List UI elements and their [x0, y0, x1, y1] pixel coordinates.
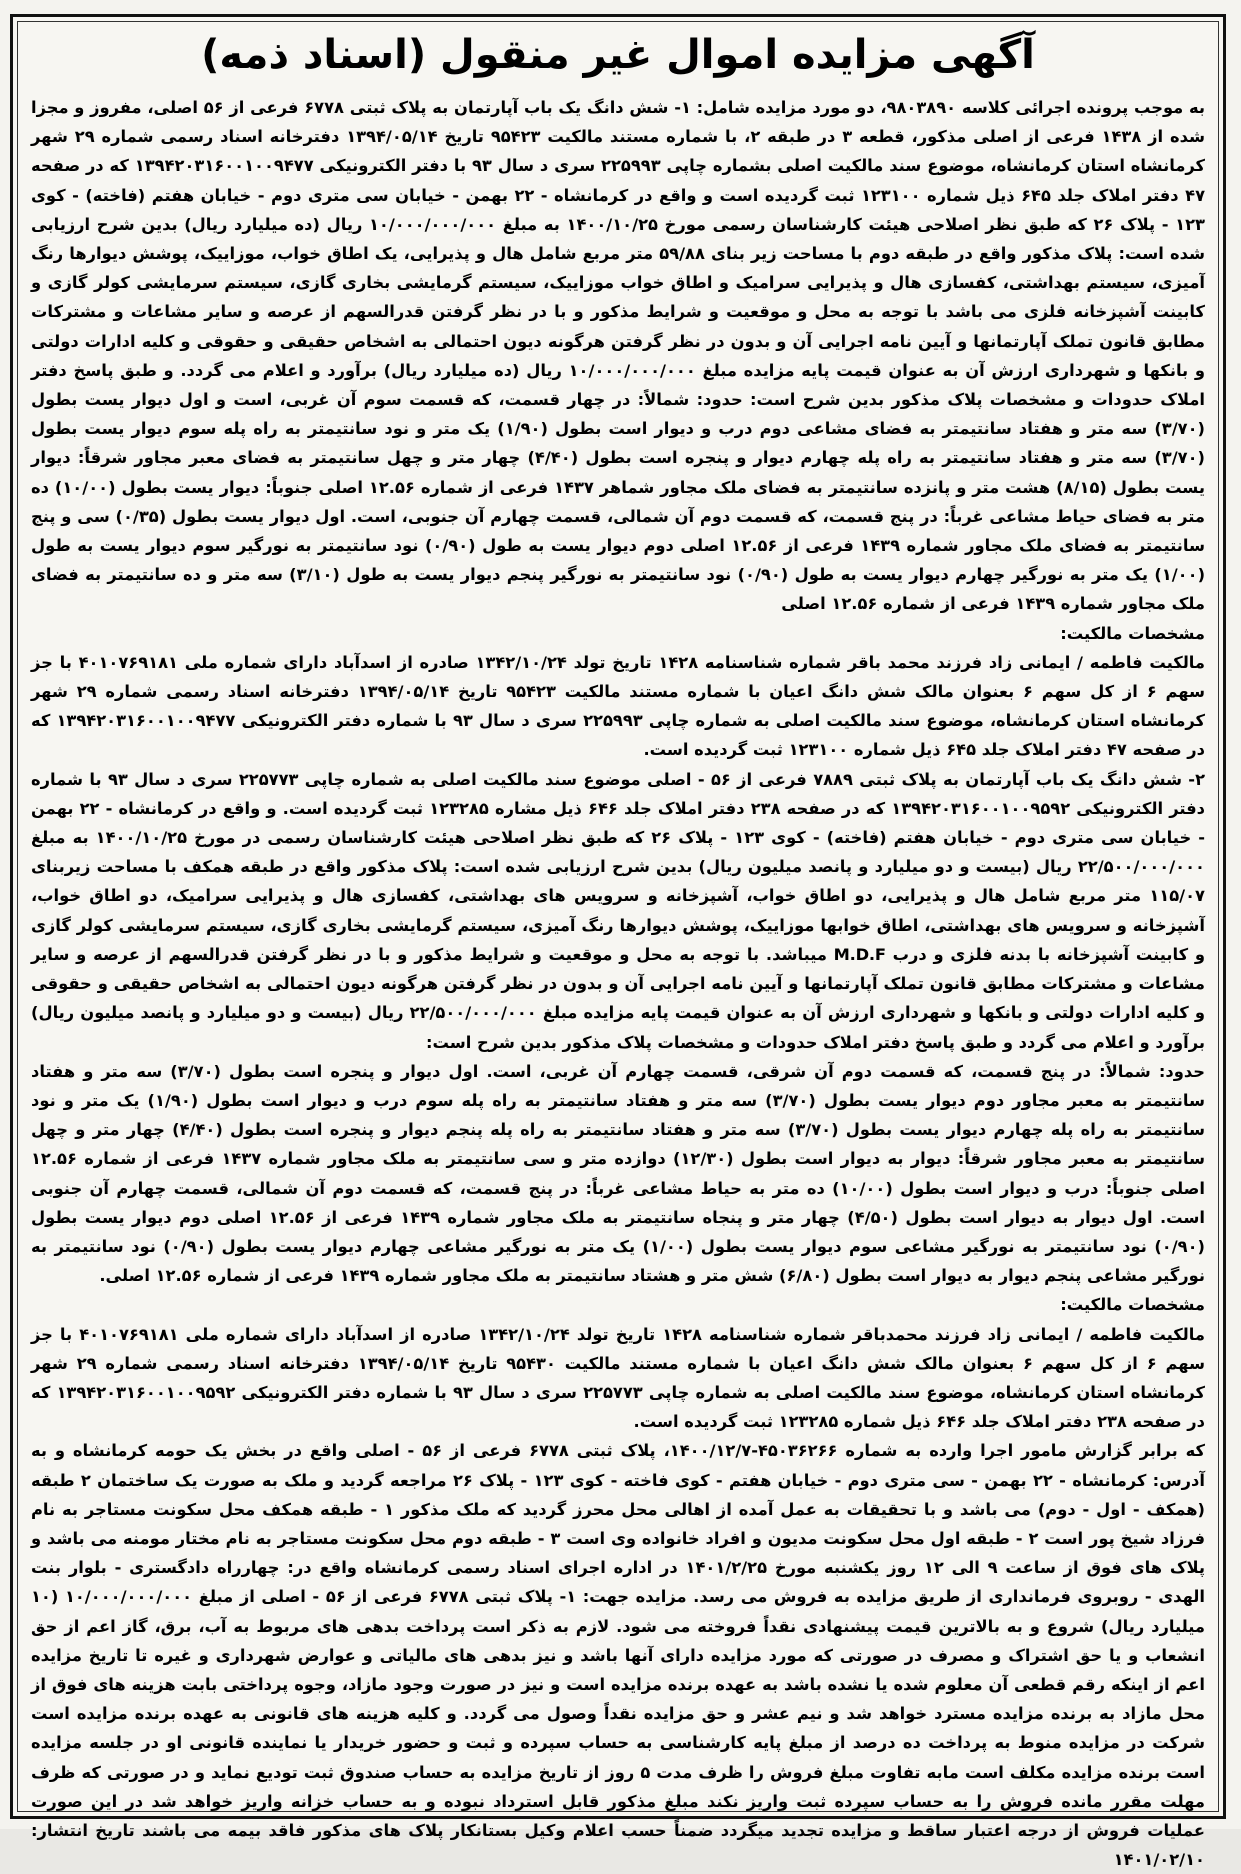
paragraph-boundaries-2: حدود: شمالاً: در پنج قسمت، که قسمت دوم آن شرقی، قسمت چهارم آن غربی، است. اول دیوار و پنجره است بطول (۳/۷۰) سه متر و هفتاد سانتیمتر به معبر مجاور دوم دیوار یست بطول (۳/۷۰) سه متر و هفتاد سانتیمتر به راه پله سوم درب و دیوار است بطول (۱/۹۰) یک متر و نود سانتیمتر به راه پله چهارم دیوار یست بطول (۳/۷۰) سه متر و هفتاد سانتیمتر به راه پله پنجم دیوار و پنجره است بطول (۴/۴۰) چهار متر و چهل سانتیمتر به معبر مجاور شرقاً: دیوار به دیوار است بطول (۱۲/۳۰) دوازده متر و سی سانتیمتر به ملک مجاور شماره ۱۴۳۷ فرعی از شماره ۱۲.۵۶ اصلی جنوباً: درب و دیوار است بطول (۱۰/۰۰) ده متر به حیاط مشاعی غرباً: در پنج قسمت، که قسمت دوم آن شمالی، قسمت چهارم آن جنوبی است. اول دیوار به دیوار است بطول (۴/۵۰) چهار متر و پنجاه سانتیمتر به ملک مجاور شماره ۱۴۳۹ فرعی از ۱۲.۵۶ اصلی دوم دیوار یست بطول (۰/۹۰) نود سانتیمتر به نورگیر مشاعی سوم دیوار یست بطول (۱/۰۰) یک متر به نورگیر مشاعی چهارم دیوار یست بطول (۰/۹۰) نود سانتیمتر به نورگیر مشاعی پنجم دیوار به دیوار است بطول (۶/۸۰) شش متر و هشتاد سانتیمتر به ملک مجاور شماره ۱۴۳۹ فرعی از شماره ۱۲.۵۶ اصلی. [31, 1061, 1206, 1286]
notice-title: آگهی مزایده اموال غیر منقول (اسناد ذمه) [201, 32, 1035, 78]
notice-frame [10, 14, 1226, 1870]
paragraph-property-2: ۲- شش دانگ یک باب آپارتمان به پلاک ثبتی ۷۸۸۹ فرعی از ۵۶ - اصلی موضوع سند مالکیت اصلی به شماره چاپی ۲۲۵۷۷۳ سری د سال ۹۳ با شماره دفتر الکترونیکی ۱۳۹۴۲۰۳۱۶۰۰۱۰۰۹۵۹۲ که در صفحه ۲۳۸ دفتر املاک جلد ۶۴۶ ذیل مشاره ۱۲۳۲۸۵ ثبت گردیده است. و واقع در کرمانشاه - ۲۲ بهمن - خیابان سی متری دوم - خیابان هفتم (فاخته) - کوی ۱۲۳ - پلاک ۲۶ که طبق نظر اصلاحی هیئت کارشناسان رسمی در مورخ ۱۴۰۰/۱۰/۲۵ به مبلغ ۲۲/۵۰۰/۰۰۰/۰۰۰ ریال (بیست و دو میلیارد و پانصد میلیون ریال) بدین شرح ارزیابی شده است: پلاک مذکور واقع در طبقه همکف با مساحت زیربنای ۱۱۵/۰۷ متر مربع شامل هال و پذیرایی، دو اطاق خواب، آشپزخانه و سرویس های بهداشتی، کفسازی هال و پذیرایی سرامیک، دو اطاق خواب، آشپزخانه و سرویس های بهداشتی، اطاق خوابها موزاییک، پوشش دیوارها رنگ آمیزی، سیستم گرمایشی بخاری گازی، سیستم سرمایشی کولر گازی و کابینت آشپزخانه با بدنه فلزی و درب M.D.F میباشد. با توجه به محل و موقعیت و شرایط مذکور و با در نظر گرفتن قدرالسهم از عرصه و سایر مشاعات و مشترکات مطابق قانون تملک آپارتمانها و آیین نامه اجرایی آن و بدون در نظر گرفتن هرگونه دیون احتمالی به اشخاص حقیقی و حقوقی و کلیه ادارات دولتی و بانکها و شهرداری ارزش آن به عنوان قیمت پایه مزایده مبلغ ۲۲/۵۰۰/۰۰۰/۰۰۰ ریال (بیست و دو میلیارد و پانصد میلیون ریال) برآورد و اعلام می گردد و طبق پاسخ دفتر املاک حدودات و مشخصات پلاک مذکور بدین شرح است: [31, 769, 1206, 1052]
notice-body [31, 93, 1206, 1870]
paragraph-property-1: به موجب پرونده اجرائی کلاسه ۹۸۰۳۸۹۰، دو مورد مزایده شامل: ۱- شش دانگ یک باب آپارتمان به پلاک ثبتی ۶۷۷۸ فرعی از ۵۶ اصلی، مفروز و مجزا شده از ۱۴۳۸ فرعی از اصلی مذکور، قطعه ۳ در طبقه ۲، با شماره مستند مالکیت ۹۵۴۲۳ تاریخ ۱۳۹۴/۰۵/۱۴ دفترخانه اسناد رسمی شماره ۲۹ شهر کرمانشاه استان کرمانشاه، موضوع سند مالکیت اصلی بشماره چاپی ۲۲۵۹۹۳ سری د سال ۹۳ با دفتر الکترونیکی ۱۳۹۴۲۰۳۱۶۰۰۱۰۰۹۴۷۷ که در صفحه ۴۷ دفتر املاک جلد ۶۴۵ ذیل شماره ۱۲۳۱۰۰ ثبت گردیده است و واقع در کرمانشاه - ۲۲ بهمن - خیابان سی متری دوم - خیابان هفتم (فاخته) - کوی ۱۲۳ - پلاک ۲۶ که طبق نظر اصلاحی هیئت کارشناسان رسمی مورخ ۱۴۰۰/۱۰/۲۵ به مبلغ ۱۰/۰۰۰/۰۰۰/۰۰۰ ریال (ده میلیارد ریال) بدین شرح ارزیابی شده است: پلاک مذکور واقع در طبقه دوم با مساحت زیر بنای ۵۹/۸۸ متر مربع شامل هال و پذیرایی، یک اطاق خواب، موزاییک، پوشش دیوارها رنگ آمیزی، سیستم بهداشتی، کفسازی هال و پذیرایی سرامیک و اطاق خواب موزاییک، سیستم گرمایشی بخاری گازی، سیستم سرمایشی کولر گازی و کابینت آشپزخانه فلزی می باشد با توجه به محل و موقعیت و شرایط مذکور و با در نظر گرفتن قدرالسهم از عرصه و سایر مشاعات و مشترکات مطابق قانون تملک آپارتمانها و آیین نامه اجرایی آن و بدون در نظر گرفتن هرگونه دیون احتمالی به اشخاص حقیقی و حقوقی و کلیه ادارات دولتی و بانکها و شهرداری ارزش آن به عنوان قیمت پایه مزایده مبلغ ۱۰/۰۰۰/۰۰۰/۰۰۰ ریال (ده میلیارد ریال) برآورد و اعلام می گردد. و طبق پاسخ دفتر املاک حدودات و مشخصات پلاک مذکور بدین شرح است: حدود: شمالاً: در چهار قسمت، که قسمت سوم آن غربی، است و اول دیوار یست بطول (۳/۷۰) سه متر و هفتاد سانتیمتر به فضای مشاعی دوم درب و دیوار است بطول (۱/۹۰) یک متر و نود سانتیمتر به راه پله سوم دیوار یست بطول (۳/۷۰) سه متر و هفتاد سانتیمتر به راه پله چهارم دیوار و پنجره است بطول (۴/۴۰) چهار متر و چهل سانتیمتر به فضای معبر مجاور شرقاً: دیوار یست بطول (۸/۱۵) هشت متر و پانزده سانتیمتر به فضای ملک مجاور شماهر ۱۴۳۷ فرعی از شماره ۱۲.۵۶ اصلی جنوباً: دیوار یست بطول (۱۰/۰۰) ده متر به فضای حیاط مشاعی غرباً: در پنج قسمت، که قسمت دوم آن شمالی، قسمت چهارم آن جنوبی، است. اول دیوار یست بطول (۰/۳۵) سی و پنج سانتیمتر به فضای ملک مجاور شماره ۱۴۳۹ فرعی از ۱۲.۵۶ اصلی دوم دیوار یست به طول (۰/۹۰) نود سانتیمتر به نورگیر سوم دیوار یست به طول (۱/۰۰) یک متر به نورگیر چهارم دیوار یست به طول (۰/۹۰) نود سانتیمتر به نورگیر پنجم دیوار یست به طول (۳/۱۰) سه متر و ده سانتیمتر به فضای ملک مجاور شماره ۱۴۳۹ فرعی از شماره ۱۲.۵۶ اصلی [31, 98, 1206, 614]
paragraph-ownership-1: مالکیت فاطمه / ایمانی زاد فرزند محمد باقر شماره شناسنامه ۱۴۲۸ تاریخ تولد ۱۳۴۲/۱۰/۲۴ صادره از اسدآباد دارای شماره ملی ۴۰۱۰۷۶۹۱۸۱ با جز سهم ۶ از کل سهم ۶ بعنوان مالک شش دانگ اعیان با شماره مستند مالکیت ۹۵۴۲۳ تاریخ ۱۳۹۴/۰۵/۱۴ دفترخانه اسناد رسمی شماره ۲۹ شهر کرمانشاه استان کرمانشاه، موضوع سند مالکیت اصلی به شماره چاپی ۲۲۵۹۹۳ سری د سال ۹۳ با شماره دفتر الکترونیکی ۱۳۹۴۲۰۳۱۶۰۰۱۰۰۹۴۷۷ که در صفحه ۴۷ دفتر املاک جلد ۶۴۵ ذیل شماره ۱۲۳۱۰۰ ثبت گردیده است. [31, 652, 1206, 760]
heading-ownership-2: مشخصات مالکیت: [1060, 1295, 1205, 1315]
paragraph-ownership-2: مالکیت فاطمه / ایمانی زاد فرزند محمدباقر شماره شناسنامه ۱۴۲۸ تاریخ تولد ۱۳۴۲/۱۰/۲۴ صادره از اسدآباد دارای شماره ملی ۴۰۱۰۷۶۹۱۸۱ با جز سهم ۶ از کل سهم ۶ بعنوان مالک شش دانگ اعیان با شماره مستند مالکیت ۹۵۴۳۰ تاریخ ۱۳۹۴/۰۵/۱۴ دفترخانه اسناد رسمی شماره ۲۹ شهر کرمانشاه استان کرمانشاه، موضوع سند مالکیت اصلی به شماره چاپی ۲۲۵۷۷۳ سری د سال ۹۳ با شماره دفتر الکترونیکی ۱۳۹۴۲۰۳۱۶۰۰۱۰۰۹۵۹۲ که در صفحه ۲۳۸ دفتر املاک جلد ۶۴۶ ذیل شماره ۱۲۳۲۸۵ ثبت گردیده است. [31, 1324, 1206, 1432]
paragraph-auction-terms: که برابر گزارش مامور اجرا وارده به شماره ۴۵۰۳۶۲۶۶-۱۴۰۰/۱۲/۷، پلاک ثبتی ۶۷۷۸ فرعی از ۵۶ - اصلی واقع در بخش یک حومه کرمانشاه و به آدرس: کرمانشاه - ۲۲ بهمن - سی متری دوم - خیابان هفتم - کوی فاخته - کوی ۱۲۳ - پلاک ۲۶ مراجعه گردید و ملک به صورت یک ساختمان ۲ طبقه (همکف - اول - دوم) می باشد و با تحقیقات به عمل آمده از اهالی محل محرز گردید که ملک مذکور ۱ - طبقه همکف محل سکونت مستاجر به نام فرزاد شیخ پور است ۲ - طبقه اول محل سکونت مدیون و افراد خانواده وی است ۳ - طبقه دوم محل سکونت مستاجر به نام مختار مومنه می باشد و پلاک های فوق از ساعت ۹ الی ۱۲ روز یکشنبه مورخ ۱۴۰۱/۲/۲۵ در اداره اجرای اسناد رسمی کرمانشاه واقع در: چهارراه دادگستری - بلوار بنت الهدی - روبروی فرمانداری از طریق مزایده به فروش می رسد. مزایده جهت: ۱- پلاک ثبتی ۶۷۷۸ فرعی از ۵۶ - اصلی از مبلغ ۱۰/۰۰۰/۰۰۰/۰۰۰ (۱۰ میلیارد ریال) شروع و به بالاترین قیمت پیشنهادی نقداً فروخته می شود. لازم به ذکر است پرداخت بدهی های مربوط به آب، برق، گاز اعم از حق انشعاب و یا حق اشتراک و مصرف در صورتی که مورد مزایده دارای آنها باشد و نیز بدهی های مالیاتی و عوارض شهرداری و غیره تا تاریخ مزایده اعم از اینکه رقم قطعی آن معلوم شده یا نشده باشد به عهده برنده مزایده است و نیز در صورت وجود مازاد، وجوه پرداختی بابت هزینه های فوق از محل مازاد به برنده مزایده مسترد خواهد شد و نیم عشر و حق مزایده نقداً وصول می گردد. و کلیه هزینه های قانونی به عهده برنده مزایده است شرکت در مزایده منوط به پرداخت ده درصد از مبلغ پایه کارشناسی به حساب سپرده و ثبت و حضور خریدار یا نماینده قانونی او در جلسه مزایده است برنده مزایده مکلف است مابه تفاوت مبلغ فروش را ظرف مدت ۵ روز از تاریخ مزایده به حساب صندوق ثبت تودیع نماید و در صورتی که ظرف مهلت مقرر مانده فروش را به حساب سپرده ثبت واریز نکند مبلغ مذکور قابل استرداد نبوده و به حساب خزانه واریز خواهد شد در این صورت عملیات فروش از درجه اعتبار ساقط و مزایده تجدید میگردد ضمناً حسب اعلام وکیل بستانکار پلاک های مذکور فاقد بیمه می باشند تاریخ انتشار: ۱۴۰۱/۰۲/۱۰ [31, 1441, 1206, 1870]
heading-ownership-1: مشخصات مالکیت: [1060, 623, 1205, 643]
